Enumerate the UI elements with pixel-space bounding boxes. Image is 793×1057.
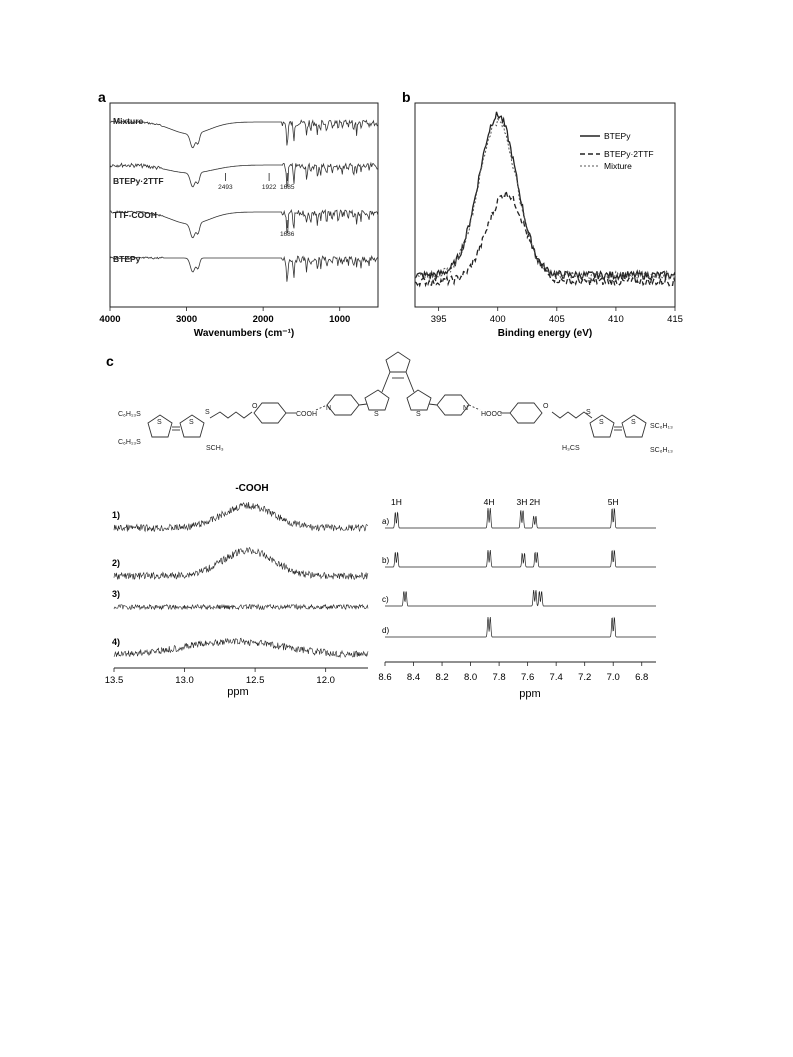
label-left-s2: S bbox=[189, 419, 194, 426]
nmr-trace bbox=[114, 502, 368, 532]
panel-b-legend bbox=[580, 131, 654, 171]
cooh-nmr bbox=[105, 483, 368, 698]
panel-b-letter: b bbox=[402, 89, 411, 105]
x-tick-label: 8.4 bbox=[406, 672, 421, 683]
label-left-n: N bbox=[326, 405, 332, 412]
ir-trace-label: BTEPy·2TTF bbox=[113, 176, 164, 186]
left-thiophene bbox=[365, 390, 389, 410]
nmr-trace bbox=[385, 550, 656, 567]
right-benzene bbox=[510, 403, 542, 423]
nmr-trace-label: c) bbox=[382, 595, 389, 604]
x-tick-label: 395 bbox=[430, 314, 447, 325]
label-right-h3cs: H₃CS bbox=[562, 445, 580, 452]
x-tick-label: 8.0 bbox=[463, 672, 478, 683]
x-tick-label: 1000 bbox=[329, 314, 351, 325]
ir-annotation-label: 1686 bbox=[279, 231, 295, 238]
cooh-title: -COOH bbox=[235, 483, 269, 494]
ir-trace-label: Mixture bbox=[113, 116, 144, 126]
label-left-thio-s: S bbox=[374, 411, 379, 418]
x-tick-label: 4000 bbox=[99, 314, 121, 325]
left-benzene bbox=[254, 403, 286, 423]
x-tick-label: 400 bbox=[489, 314, 506, 325]
right-thio-pyr-bond bbox=[429, 404, 437, 405]
cyclopentene bbox=[386, 352, 410, 372]
x-tick-label: 8.6 bbox=[378, 672, 392, 683]
nmr-trace bbox=[385, 590, 656, 606]
right-thiophene bbox=[407, 390, 431, 410]
label-left-s3: S bbox=[205, 409, 210, 416]
x-tick-label: 7.8 bbox=[492, 672, 506, 683]
x-tick-label: 12.5 bbox=[245, 675, 265, 686]
label-left-o: O bbox=[252, 403, 258, 410]
ir-trace bbox=[110, 120, 378, 148]
x-tick-label: 6.8 bbox=[635, 672, 649, 683]
ir-trace-label: TTF-COOH bbox=[113, 210, 157, 220]
left-alkyl-chain bbox=[210, 412, 252, 418]
nmr-trace-label: b) bbox=[382, 556, 390, 565]
nmr-trace-label: 4) bbox=[112, 637, 121, 647]
nmr-trace bbox=[385, 508, 656, 528]
x-tick-label: 12.0 bbox=[316, 675, 335, 686]
xps-series bbox=[415, 112, 675, 279]
label-right-thio-s: S bbox=[416, 411, 421, 418]
nmr-peak-label: 5H bbox=[607, 497, 619, 507]
x-tick-label: 7.4 bbox=[549, 672, 563, 683]
bridge-left bbox=[382, 372, 390, 392]
ir-annotation-label: 2493 bbox=[218, 184, 233, 191]
x-tick-label: 405 bbox=[548, 314, 565, 325]
nmr-trace-label: 1) bbox=[112, 510, 121, 520]
hbond-right bbox=[469, 405, 480, 410]
panel-a-frame bbox=[110, 103, 378, 307]
panel-a bbox=[98, 89, 378, 339]
panel-b bbox=[402, 89, 683, 339]
legend-label-btepy-2ttf: BTEPy·2TTF bbox=[604, 149, 654, 159]
x-tick-label: 8.2 bbox=[435, 672, 449, 683]
panel-a-letter: a bbox=[98, 89, 106, 105]
nmr-trace bbox=[114, 638, 368, 657]
nmr-trace-label: d) bbox=[382, 626, 390, 635]
x-tick-label: 13.5 bbox=[104, 675, 124, 686]
nmr-trace bbox=[385, 617, 656, 637]
nmr-trace-label: 2) bbox=[112, 558, 121, 568]
ir-annotation-label: 1685 bbox=[280, 184, 295, 191]
label-left-sch3: SCH₃ bbox=[206, 445, 224, 452]
x-tick-label: 7.0 bbox=[606, 672, 620, 683]
label-right-o: O bbox=[543, 403, 549, 410]
panel-a-xlabel: Wavenumbers (cm⁻¹) bbox=[193, 328, 295, 339]
ir-annotation-label: 1922 bbox=[261, 184, 277, 191]
legend-label-btepy: BTEPy bbox=[604, 131, 631, 141]
panel-c-letter: c bbox=[106, 353, 114, 369]
x-tick-label: 7.6 bbox=[521, 672, 535, 683]
nmr-trace-label: 3) bbox=[112, 589, 121, 599]
label-left-cooh: COOH bbox=[296, 411, 317, 418]
label-right-s2: S bbox=[631, 419, 636, 426]
label-right-chain-bottom: SC₆H₁₃ bbox=[650, 447, 673, 454]
nmr-trace bbox=[114, 605, 368, 610]
aromatic-xlabel: ppm bbox=[519, 688, 541, 700]
ir-trace bbox=[110, 256, 378, 282]
x-tick-label: 13.0 bbox=[175, 675, 194, 686]
label-left-chain-top: C₆H₁₃S bbox=[118, 411, 141, 418]
label-right-hooc: HOOC bbox=[481, 411, 502, 418]
nmr-peak-label: 1H bbox=[390, 497, 402, 507]
label-right-chain-top: SC₆H₁₃ bbox=[650, 423, 673, 430]
nmr-trace bbox=[114, 548, 368, 580]
structure-labels bbox=[118, 403, 673, 454]
nmr-trace-label: a) bbox=[382, 517, 390, 526]
legend-label-mixture: Mixture bbox=[604, 161, 632, 171]
ir-trace-label: BTEPy bbox=[113, 254, 141, 264]
aromatic-nmr bbox=[378, 497, 656, 700]
x-tick-label: 410 bbox=[607, 314, 624, 325]
x-tick-label: 2000 bbox=[252, 314, 274, 325]
panel-b-xlabel: Binding energy (eV) bbox=[497, 328, 593, 339]
label-right-n: N bbox=[463, 405, 469, 412]
x-tick-label: 3000 bbox=[176, 314, 198, 325]
cooh-xlabel: ppm bbox=[227, 686, 249, 698]
panel-b-frame bbox=[415, 103, 675, 307]
label-right-s1: S bbox=[599, 419, 604, 426]
x-tick-label: 415 bbox=[667, 314, 683, 325]
xps-series bbox=[415, 119, 675, 279]
nmr-peak-label: 3H bbox=[516, 497, 528, 507]
label-left-chain-bottom: C₆H₁₃S bbox=[118, 439, 141, 446]
panel-c bbox=[105, 352, 673, 700]
chemical-structure bbox=[148, 352, 646, 437]
nmr-peak-label: 2H bbox=[529, 497, 541, 507]
x-tick-label: 7.2 bbox=[578, 672, 592, 683]
label-left-s1: S bbox=[157, 419, 162, 426]
left-pyr-thio-bond bbox=[359, 404, 367, 405]
left-pyridine bbox=[327, 395, 359, 415]
label-right-s3: S bbox=[586, 409, 591, 416]
bridge-right bbox=[406, 372, 414, 392]
nmr-peak-label: 4H bbox=[483, 497, 495, 507]
